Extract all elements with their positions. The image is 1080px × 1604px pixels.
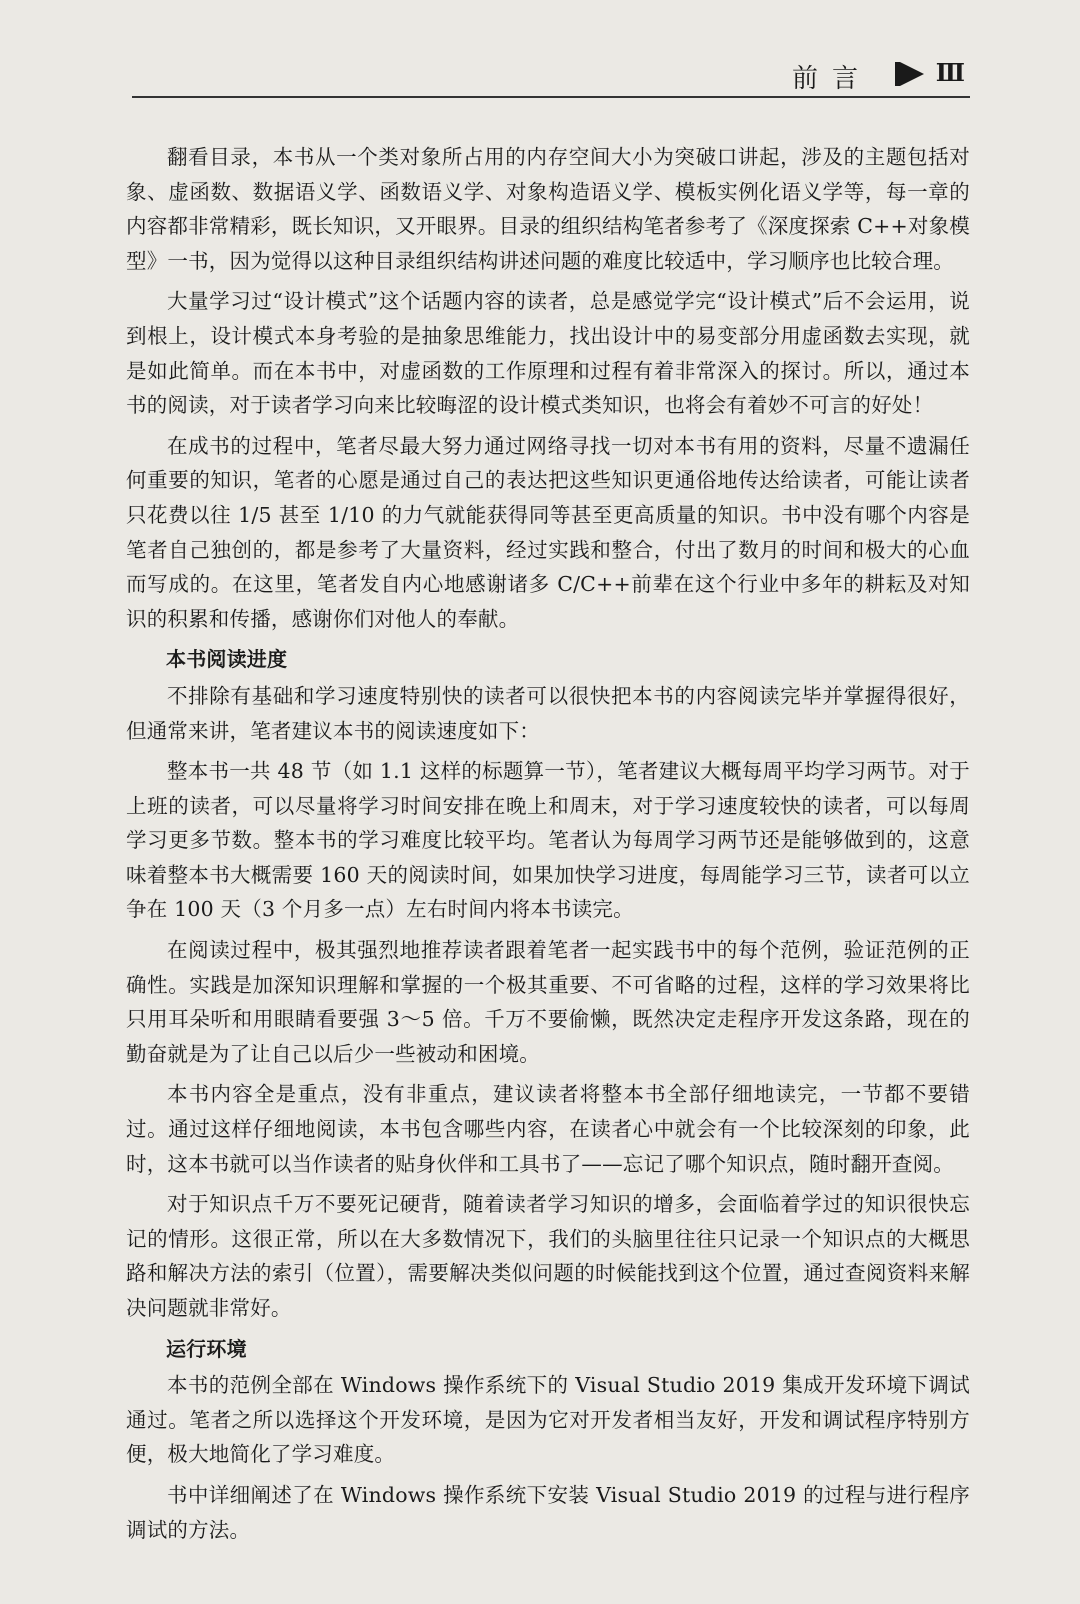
paragraph: 书中详细阐述了在 Windows 操作系统下安装 Visual Studio 2019 的过程与进行程序调试的方法。 (126, 1482, 970, 1542)
paragraph: 本书内容全是重点，没有非重点，建议读者将整本书全部仔细地读完，一节都不要错过。通过这样仔细地阅读，本书包含哪些内容，在读者心中就会有一个比较深刻的印象，此时，这本书就可以当作读者的贴身伙伴和工具书了——忘记了哪个知识点，随时翻开查阅。 (126, 1082, 970, 1176)
page-body (126, 140, 970, 1547)
paragraph: 对于知识点千万不要死记硬背，随着读者学习知识的增多，会面临着学过的知识很快忘记的情形。这很正常，所以在大多数情况下，我们的头脑里往往只记录一个知识点的大概思路和解决方法的索引（位置），需要解决类似问题的时候能找到这个位置，通过查阅资料来解决问题就非常好。 (126, 1192, 970, 1320)
paragraph: 大量学习过“设计模式”这个话题内容的读者，总是感觉学完“设计模式”后不会运用，说到根上，设计模式本身考验的是抽象思维能力，找出设计中的易变部分用虚函数去实现，就是如此简单。而在本书中，对虚函数的工作原理和过程有着非常深入的探讨。所以，通过本书的阅读，对于读者学习向来比较晦涩的设计模式类知识，也将会有着妙不可言的好处！ (126, 289, 970, 418)
section-heading-reading: 本书阅读进度 (166, 647, 288, 672)
paragraph: 本书的范例全部在 Windows 操作系统下的 Visual Studio 2019 集成开发环境下调试通过。笔者之所以选择这个开发环境，是因为它对开发者相当友好，开发和调试程序特别方便，极大地简化了学习难度。 (126, 1373, 970, 1467)
page-number: Ⅲ (935, 58, 966, 87)
play-arrow-icon (900, 62, 924, 86)
header-title: 前言 (791, 64, 872, 94)
paragraph: 不排除有基础和学习速度特别快的读者可以很快把本书的内容阅读完毕并掌握得很好，但通常来讲，笔者建议本书的阅读速度如下： (126, 683, 970, 743)
paragraph: 在阅读过程中，极其强烈地推荐读者跟着笔者一起实践书中的每个范例，验证范例的正确性。实践是加深知识理解和掌握的一个极其重要、不可省略的过程，这样的学习效果将比只用耳朵听和用眼睛看要强 3～5 倍。千万不要偷懒，既然决定走程序开发这条路，现在的勤奋就是为了让自己以后少一些被动和困境。 (126, 938, 970, 1066)
paragraph: 翻看目录，本书从一个类对象所占用的内存空间大小为突破口讲起，涉及的主题包括对象、虚函数、数据语义学、函数语义学、对象构造语义学、模板实例化语义学等，每一章的内容都非常精彩，既长知识，又开眼界。目录的组织结构笔者参考了《深度探索 C++对象模型》一书，因为觉得以这种目录组织结构讲述问题的难度比较适中，学习顺序也比较合理。 (126, 145, 970, 273)
paragraph: 整本书一共 48 节（如 1.1 这样的标题算一节），笔者建议大概每周平均学习两节。对于上班的读者，可以尽量将学习时间安排在晚上和周末，对于学习速度较快的读者，可以每周学习更多节数。整本书的学习难度比较平均。笔者认为每周学习两节还是能够做到的，这意味着整本书大概需要 160 天的阅读时间，如果加快学习进度，每周能学习三节，读者可以立争在 100 天（3 个月多一点）左右时间内将本书读完。 (126, 759, 970, 922)
section-heading-environment: 运行环境 (166, 1336, 247, 1361)
running-header (132, 56, 970, 98)
paragraph: 在成书的过程中，笔者尽最大努力通过网络寻找一切对本书有用的资料，尽量不遗漏任何重要的知识，笔者的心愿是通过自己的表达把这些知识更通俗地传达给读者，可能让读者只花费以往 1/5 甚至 1/10 的力气就能获得同等甚至更高质量的知识。书中没有哪个内容是笔者自己独创的，都是参考了大量资料，经过实践和整合，付出了数月的时间和极大的心血而写成的。在这里，笔者发自内心地感谢诸多 C/C++前辈在这个行业中多年的耕耘及对知识的积累和传播，感谢你们对他人的奉献。 (126, 433, 970, 631)
